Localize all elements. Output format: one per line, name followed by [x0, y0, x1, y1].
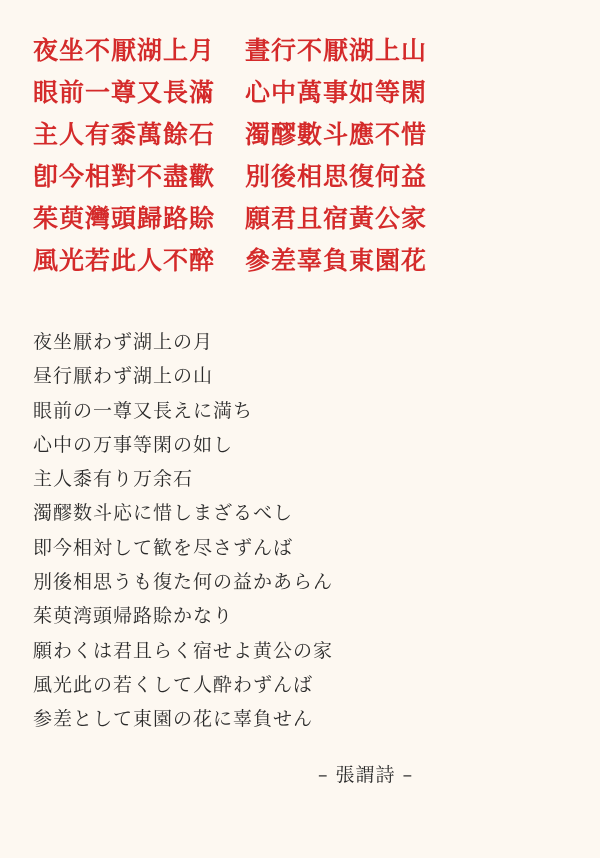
poem-row: [33, 28, 573, 70]
poem-line: 風光若此人不醉: [33, 246, 216, 275]
poem-line: 願君且宿黃公家: [245, 204, 428, 233]
reading-line: 心中の万事等閑の如し: [33, 433, 234, 456]
poem-row: [33, 238, 573, 280]
reading-line: 昼行厭わず湖上の山: [33, 365, 214, 388]
reading-line: 主人黍有り万余石: [33, 468, 194, 491]
reading-line: 風光此の若くして人酔わずんば: [33, 673, 314, 696]
reading-line: 眼前の一尊又長えに満ち: [33, 399, 254, 422]
reading-line: 即今相対して歓を尽さずんば: [33, 536, 294, 559]
poem-line: 濁醪數斗應不惜: [245, 120, 428, 149]
poem-line: 參差辜負東園花: [245, 246, 428, 275]
poem-line: 夜坐不厭湖上月: [33, 36, 216, 65]
author-attribution: – 張謂詩 –: [318, 764, 414, 786]
poem-line: 卽今相對不盡歡: [33, 162, 216, 191]
poem-line: 眼前一尊又長滿: [33, 78, 216, 107]
poem-row: [33, 154, 573, 196]
reading-line: 参差として東園の花に辜負せん: [33, 708, 314, 731]
reading-line: 濁醪数斗応に惜しまざるべし: [33, 502, 294, 525]
poem-line: 別後相思復何益: [245, 162, 428, 191]
poem-row: [33, 196, 573, 238]
poem-block: [33, 28, 573, 280]
kundoku-reading: [33, 325, 573, 737]
poem-line: 主人有黍萬餘石: [33, 120, 216, 149]
poem-row: [33, 112, 573, 154]
reading-line: 夜坐厭わず湖上の月: [33, 331, 214, 353]
reading-line: 別後相思うも復た何の益かあらん: [33, 571, 334, 594]
poem-line: 晝行不厭湖上山: [245, 36, 428, 65]
poem-line: 茱萸灣頭歸路賒: [33, 204, 216, 233]
poem-line: 心中萬事如等閑: [245, 78, 428, 107]
poem-row: [33, 70, 573, 112]
reading-line: 茱萸湾頭帰路賒かなり: [33, 605, 234, 628]
reading-line: 願わくは君且らく宿せよ黄公の家: [33, 639, 334, 662]
